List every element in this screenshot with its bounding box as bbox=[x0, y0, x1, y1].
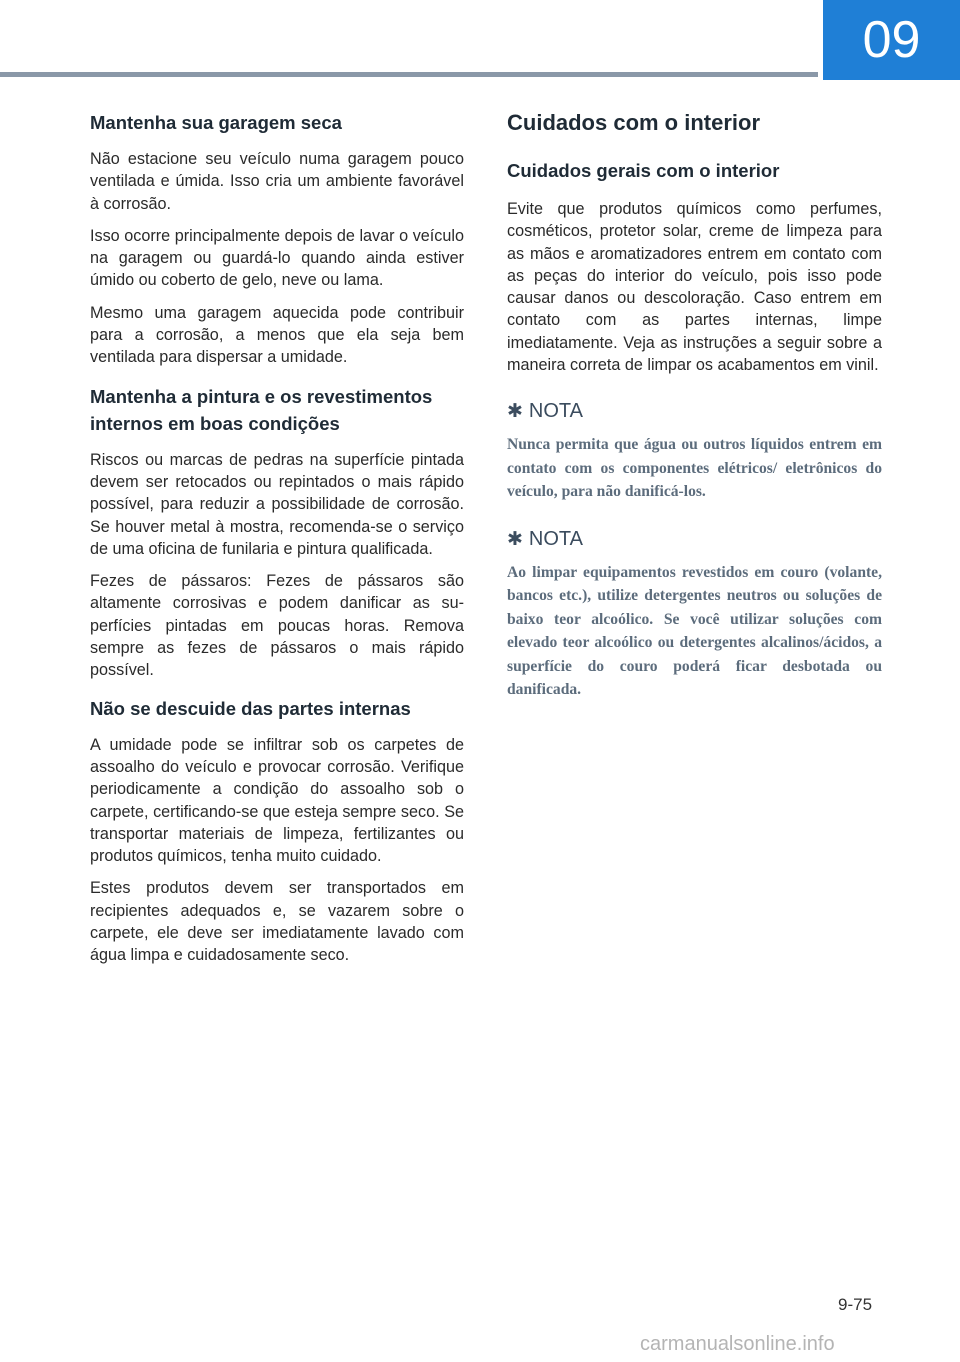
paragraph: Fezes de pássaros: Fezes de pássaros são altamente corrosivas e podem danificar as superfícies pintadas em poucas horas. Remova sempre as fezes de pássaros o mais rápido possível. bbox=[90, 572, 464, 680]
paragraph: Isso ocorre principalmente depois de lavar o veículo na garagem ou guardá-lo quando ainda estiver úmido ou coberto de gelo, neve ou lama. bbox=[90, 226, 464, 290]
section-title-interior: Cuidados com o interior bbox=[507, 110, 761, 135]
watermark: carmanualsonline.info bbox=[640, 1333, 835, 1355]
note-heading bbox=[507, 528, 882, 551]
note-text: Nunca permita que água ou outros líquidos entrem em contato com os componentes elétricos/ eletrônicos do veículo, para não danificá-los. bbox=[507, 436, 882, 501]
note-heading bbox=[507, 400, 882, 423]
left-column bbox=[90, 110, 464, 977]
asterisk-icon: ✱ bbox=[507, 401, 523, 423]
section-heading-internal: Não se descuide das partes internas bbox=[90, 697, 411, 719]
asterisk-icon: ✱ bbox=[507, 528, 523, 550]
header-rule bbox=[0, 72, 818, 77]
paragraph: Mesmo uma garagem aquecida pode contribuir para a corrosão, a menos que ela seja bem ventilada para dispersar a umidade. bbox=[90, 303, 464, 367]
page-number: 9-75 bbox=[838, 1295, 873, 1314]
note-label: NOTA bbox=[528, 527, 583, 550]
paragraph: Riscos ou marcas de pedras na superfície pintada devem ser retocados ou repintados o mais rápido possível, para reduzir a possibilidade de corrosão. Se houver metal à mostra, recomenda-se o serviço de uma oficina de funilaria e pintura qualificada. bbox=[90, 450, 464, 558]
paragraph: A umidade pode se infiltrar sob os carpetes de assoalho do veículo e provocar corrosão. Verifique periodicamente a condição do assoalho sob o carpete, certificando-se que esteja sempre seco. Se transportar materiais de limpeza, fertilizantes ou produtos químicos, tenha muito cuidado. bbox=[90, 735, 464, 866]
paragraph: Não estacione seu veículo numa garagem pouco ventilada e úmida. Isso cria um ambiente favorável à corrosão. bbox=[90, 150, 464, 213]
paragraph: Estes produtos devem ser transportados em recipientes adequados e, se vazarem sobre o carpete, ele deve ser imediatamente lavado com água limpa e cuidadosamente seco. bbox=[90, 879, 464, 965]
paragraph: Evite que produtos químicos como perfumes, cosméticos, protetor solar, creme de limpeza para as mãos e aromatizadores entrem em contato com as peças do interior do veículo, pois isso pode causar danos ou descoloração. Caso entrem em contato com as partes internas, limpe imediatamente. Veja as instruções a seguir sobre a maneira correta de limpar os acabamentos em vinil. bbox=[507, 200, 882, 375]
right-column bbox=[507, 110, 882, 702]
section-heading-paint: Mantenha a pintura e os revestimentos internos em boas condições bbox=[90, 385, 433, 434]
note-label: NOTA bbox=[528, 400, 583, 423]
chapter-tab: 09 bbox=[823, 0, 960, 80]
note-text: Ao limpar equipamentos revestidos em couro (volante, bancos etc.), utilize detergentes neutros ou soluções de baixo teor alcoólico. Se você utilizar soluções com elevado teor alcoólico ou detergentes alcalinos/ácidos, a superfície do couro poderá ficar desbotada ou danificada. bbox=[507, 563, 882, 699]
subheading-general-care: Cuidados gerais com o interior bbox=[507, 160, 780, 181]
section-heading-garage: Mantenha sua garagem seca bbox=[90, 112, 342, 133]
